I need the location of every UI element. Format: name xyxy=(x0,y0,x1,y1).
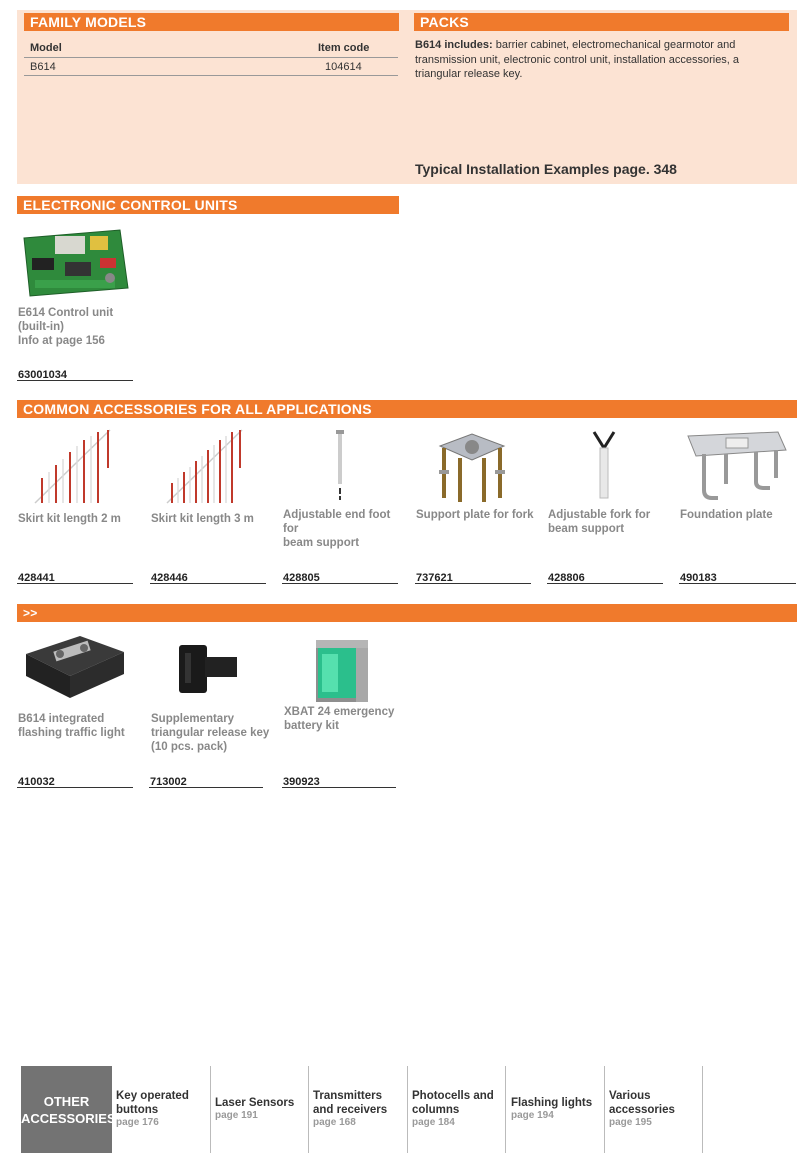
footer-link-line2: columns xyxy=(412,1104,460,1116)
footer-divider xyxy=(505,1066,506,1153)
code-underline xyxy=(282,787,396,788)
typical-installation-link[interactable]: Typical Installation Examples page. 348 xyxy=(415,161,677,177)
footer-link-transmitters[interactable] xyxy=(313,1089,405,1128)
footer-link-line1: Photocells and xyxy=(412,1090,494,1102)
accessory-caption-line2: triangular release key xyxy=(151,727,270,739)
table-divider xyxy=(24,57,398,58)
footer-link-line2: buttons xyxy=(116,1104,159,1116)
control-board-image xyxy=(20,228,130,298)
accessory-caption-line1: Skirt kit length 3 m xyxy=(151,513,254,525)
footer-link-page: page 194 xyxy=(511,1110,554,1121)
col-model-header: Model xyxy=(30,42,62,54)
footer-divider xyxy=(407,1066,408,1153)
footer-link-line1: Key operated xyxy=(116,1090,189,1102)
footer-link-page: page 191 xyxy=(215,1110,258,1121)
accessory-caption-line1: Adjustable fork for xyxy=(548,509,651,521)
ecu-caption-line1: E614 Control unit xyxy=(18,307,114,319)
more-accessories-heading: >> xyxy=(17,604,797,622)
skirt-kit-3m-image xyxy=(162,428,247,508)
code-underline xyxy=(17,583,133,584)
footer-link-various[interactable] xyxy=(609,1089,701,1128)
common-accessories-heading: COMMON ACCESSORIES FOR ALL APPLICATIONS xyxy=(17,400,797,418)
footer-link-page: page 176 xyxy=(116,1117,159,1128)
footer-link-key-buttons[interactable] xyxy=(116,1089,208,1128)
adjustable-fork-image xyxy=(592,430,616,502)
footer-divider xyxy=(604,1066,605,1153)
code-underline xyxy=(547,583,663,584)
ecu-caption-line2: (built-in) xyxy=(18,321,64,333)
footer-link-page: page 168 xyxy=(313,1117,356,1128)
ecu-code-underline xyxy=(17,380,133,381)
accessory-caption-line2: beam support xyxy=(283,537,360,549)
table-divider xyxy=(24,75,398,76)
accessory-caption-line1: B614 integrated xyxy=(18,713,105,725)
code-underline xyxy=(17,787,133,788)
item-code: 737621 xyxy=(416,572,453,584)
top-panel xyxy=(17,10,797,184)
code-underline xyxy=(150,583,266,584)
footer-divider xyxy=(308,1066,309,1153)
code-underline xyxy=(149,787,263,788)
accessory-caption-line1: Skirt kit length 2 m xyxy=(18,513,121,525)
packs-line1: barrier cabinet, electromechanical gearmotor and xyxy=(495,39,736,51)
skirt-kit-2m-image xyxy=(30,428,115,508)
accessory-caption-line1: Foundation plate xyxy=(680,509,773,521)
footer-link-page: page 184 xyxy=(412,1117,455,1128)
other-accessories-line1: OTHER xyxy=(43,1094,90,1109)
other-accessories-box xyxy=(21,1066,116,1153)
accessory-caption xyxy=(18,712,143,740)
item-code: 410032 xyxy=(18,776,55,788)
table-cell-model: B614 xyxy=(30,61,56,73)
accessory-caption xyxy=(680,508,798,522)
code-underline xyxy=(679,583,796,584)
ecu-caption-line3[interactable]: Info at page 156 xyxy=(18,335,105,347)
footer-divider xyxy=(210,1066,211,1153)
accessory-caption xyxy=(548,508,673,536)
accessory-caption xyxy=(283,508,408,550)
footer-link-flashing-lights[interactable] xyxy=(511,1096,603,1121)
end-foot-image xyxy=(330,430,350,502)
code-underline xyxy=(282,583,398,584)
footer-link-page: page 195 xyxy=(609,1117,652,1128)
accessory-caption-line2: flashing traffic light xyxy=(18,727,125,739)
packs-description xyxy=(415,38,795,82)
accessory-caption-line1: Adjustable end foot for xyxy=(283,509,391,535)
footer-divider xyxy=(702,1066,703,1153)
item-code: 490183 xyxy=(680,572,717,584)
other-accessories-line2: ACCESSORIES xyxy=(21,1111,116,1126)
accessory-caption-line1: Support plate for fork xyxy=(416,509,534,521)
footer-link-photocells[interactable] xyxy=(412,1089,504,1128)
table-cell-code: 104614 xyxy=(325,61,362,73)
item-code: 390923 xyxy=(283,776,320,788)
accessory-caption-line2: battery kit xyxy=(284,720,339,732)
item-code: 428805 xyxy=(283,572,320,584)
support-plate-image xyxy=(432,430,512,505)
accessory-caption-line2: beam support xyxy=(548,523,625,535)
footer-link-line1: Various xyxy=(609,1090,651,1102)
footer-link-line2: accessories xyxy=(609,1104,675,1116)
accessory-caption xyxy=(284,705,409,733)
item-code: 428806 xyxy=(548,572,585,584)
flashing-light-image xyxy=(20,632,130,704)
family-models-heading: FAMILY MODELS xyxy=(24,13,399,31)
item-code: 713002 xyxy=(150,776,187,788)
footer-link-line1: Flashing lights xyxy=(511,1097,593,1109)
packs-bold-label: B614 includes: xyxy=(415,39,493,51)
accessory-caption-line3: (10 pcs. pack) xyxy=(151,741,228,753)
accessory-caption-line1: Supplementary xyxy=(151,713,235,725)
footer-link-line1: Transmitters xyxy=(313,1090,383,1102)
footer-link-laser-sensors[interactable] xyxy=(215,1096,307,1121)
ecu-caption xyxy=(18,306,113,348)
packs-line3: triangular release key. xyxy=(415,68,523,80)
release-key-image xyxy=(175,643,240,695)
packs-line2: transmission unit, electronic control unit, installation accessories, a xyxy=(415,53,740,66)
ecu-item-code: 63001034 xyxy=(18,369,67,381)
item-code: 428441 xyxy=(18,572,55,584)
accessory-caption-line1: XBAT 24 emergency xyxy=(284,706,395,718)
footer-link-line1: Laser Sensors xyxy=(215,1097,295,1109)
accessory-caption xyxy=(151,712,276,754)
code-underline xyxy=(415,583,531,584)
packs-heading: PACKS xyxy=(414,13,789,31)
foundation-plate-image xyxy=(682,428,790,503)
footer-link-line2: and receivers xyxy=(313,1104,388,1116)
item-code: 428446 xyxy=(151,572,188,584)
ecu-heading: ELECTRONIC CONTROL UNITS xyxy=(17,196,399,214)
col-code-header: Item code xyxy=(318,42,370,54)
accessory-caption xyxy=(416,508,541,522)
accessory-caption xyxy=(151,512,269,526)
battery-kit-image xyxy=(312,638,372,704)
accessory-caption xyxy=(18,512,136,526)
